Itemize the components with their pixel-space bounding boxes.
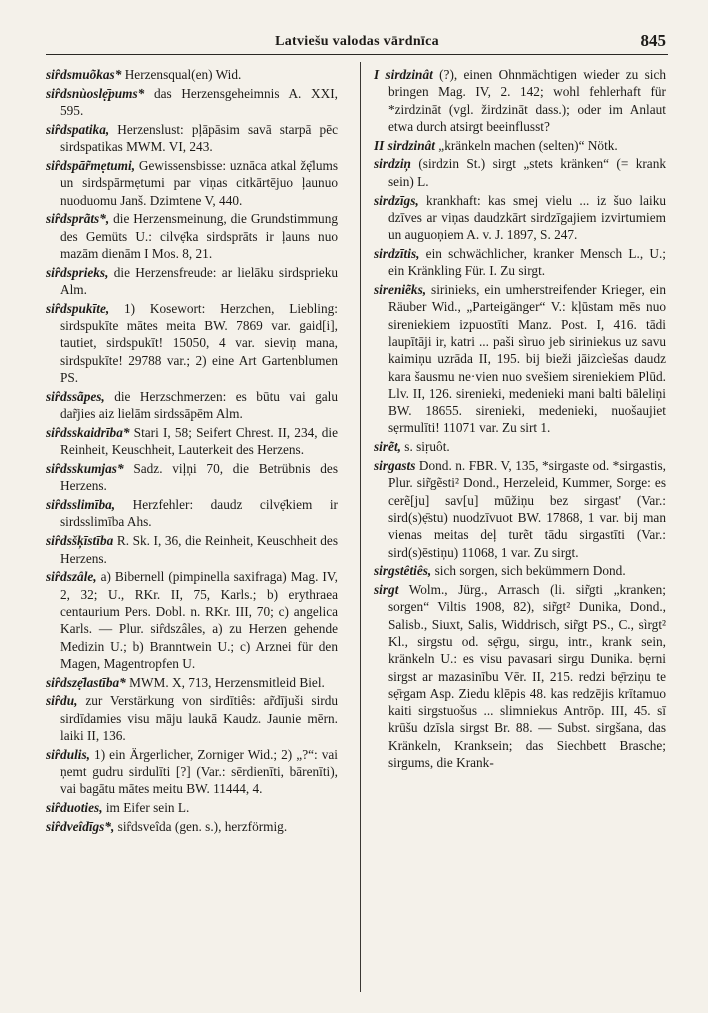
entry-text: zur Verstärkung von sirdītiês: ar̃dījuši sirdu sirdīdamies visu māju laukā Kaudz. Jaunie mērn. laiki II, 136. [60,693,338,743]
headword: sir̂du, [46,693,78,709]
dictionary-entry [46,496,338,531]
headword: sir̂dsskaidrība* [46,424,130,440]
entry-text: ein schwächlicher, kranker Mensch L., U.; ein Kränkling Für. I. Zu sirgt. [388,245,666,279]
headword: sirgt [374,582,399,598]
headword: sir̂dsprieks, [46,264,109,280]
dictionary-entry [374,438,666,455]
dictionary-entry [46,818,338,835]
headword: sirgstêtiês, [374,563,432,579]
entry-text: MWM. X, 713, Herzensmitleid Biel. [125,674,325,690]
headword: sir̂dspukīte, [46,300,110,316]
entry-text: im Eifer sein L. [102,800,190,816]
dictionary-entry [46,460,338,495]
headword: sir̂dsnùoslẹ̄pums* [46,85,145,101]
headword: I sirdzinât [374,67,433,82]
dictionary-entry [374,155,666,190]
entry-text: krankhaft: kas smej vielu ... iz šuo laiku dzīves ar viņas daudzkārt sirdzīgajiem izvirtumiem un auguoņiem A. v. J. 1897, S. 247. [388,192,666,243]
headword: sir̂dsskumjas* [46,461,124,477]
page-number: 845 [640,31,666,50]
dictionary-entry [46,66,338,83]
dictionary-entry [46,388,338,423]
headword: sirdzīgs, [374,192,419,208]
entry-text: die Herzschmerzen: es būtu vai galu dar̃jies aiz lielām sirdssāpēm Alm. [60,388,338,422]
dictionary-entry [374,457,666,561]
entry-text: die Herzensfreude: ar lielāku sirdsprieku Alm. [60,264,338,298]
dictionary-entry [46,121,338,156]
dictionary-entry [46,264,338,299]
right-column [374,66,666,773]
headword: sir̂duoties, [46,800,103,816]
entry-text: (?), einen Ohnmächtigen wieder zu sich bringen Mag. IV, 2. 142; wohl fehlerhaft für *zirdzināt (vgl. žirdzināt dass.); oder im Anlaut etwa durch atsirgt beeinflusst? [388,67,666,134]
headword: sir̂dspatika, [46,121,110,137]
dictionary-entry [46,157,338,209]
entry-text: s. siṛuôt. [400,439,450,455]
headword: sirdziņ [374,156,411,172]
entry-text: a) Bibernell (pimpinella saxifraga) Mag. IV, 2, 32; U., RKr. II, 75, Karls.; b) erythraea centaurium Pers. Dobl. n. RKr. III, 70; c) angelica Karls. — Plur. sir̂dszâles, a) zu Herzen gehende Medizin U.; b) Branntwein U.; c) Arznei für den Magen, Magentropfen U. [60,569,338,671]
entry-text: Herzensqual(en) Wid. [121,67,242,82]
headword: sirẽt, [374,439,401,455]
dictionary-entry [374,192,666,244]
page-header [46,28,668,55]
column-divider [360,62,361,992]
headword: sir̂dszẹ̄lastība* [46,674,126,690]
entry-text: sir̂dsveîda (gen. s.), herzförmig. [114,818,288,834]
headword: sir̂dszâle, [46,569,97,585]
headword: sir̂dssãpes, [46,388,105,404]
entry-text: Stari I, 58; Seifert Chrest. II, 234, die Reinheit, Keuschheit, Lauterkeit des Herzens. [60,424,338,458]
entry-text: Herzenslust: pļāpāsim savā starpā pēc sirdspatikas MWM. VI, 243. [60,121,338,155]
entry-text: das Herzensgeheimnis A. XXI, 595. [60,85,338,119]
dictionary-entry [374,581,666,771]
dictionary-entry [46,568,338,672]
dictionary-entry [374,281,666,437]
entry-text: Sadz. viļņi 70, die Betrübnis des Herzens. [60,461,338,494]
dictionary-entry [46,300,338,386]
dictionary-entry [46,746,338,798]
dictionary-entry [374,137,666,154]
dictionary-entry [46,674,338,691]
running-head: Latviešu valodas vārdnīca [275,34,439,49]
dictionary-entry [374,562,666,579]
entry-text: Dond. n. FBR. V, 135, *sirgaste od. *sirgastis, Plur. sir̃gẽsti² Dond., Herzeleid, Kummer, Sorge: es cerẽ[ju] sav[u] mūžiņu bez sirgast' (Var.: sird(s)ẹ̄stu) nuodzīvuot BW. 17868, 1 var. bij man vienas meitas deļ turẽt tādu sirgastīti (Var.: sird(s)ēstiņu) 11068, 1 var. Zu sirgt. [388,458,666,560]
headword: sirdzītis, [374,245,420,261]
left-column [46,66,338,837]
dictionary-entry [46,210,338,262]
entry-text: sich sorgen, sich bekümmern Dond. [431,563,626,579]
entry-text: 1) ein Ärgerlicher, Zorniger Wid.; 2) „?“: vai ņemt gudru sirdulīti [?] (Var.: sērdienīti, bārenīti), vai bagātu mātes meitu BW. 11444, 4. [60,746,338,797]
headword: sir̂dsšķīstība [46,533,114,549]
entry-text: Gewissensbisse: uznāca atkal žẹ̄lums un sirdspārmẹtumi par viņas citkārtējuo ļaunuo nuoduomu Janš. Dzimtene V, 440. [60,157,338,208]
dictionary-entry [46,799,338,816]
headword: sir̂dulis, [46,746,90,762]
dictionary-entry [46,424,338,459]
dictionary-entry [374,66,666,135]
entry-text: R. Sk. I, 36, die Reinheit, Keuschheit des Herzens. [60,533,338,566]
entry-text: (sirdzin St.) sirgt „stets kränken“ (= krank sein) L. [388,156,666,189]
headword: II sirdzinât [374,137,435,153]
headword: sireniẽks, [374,282,427,298]
entry-text: Wolm., Jürg., Arrasch (li. sir̃gti „kranken; sorgen“ Viltis 1908, 82), sir̃gt² Dunika, Dond., Salisb., Siuxt, Salis, Widdrisch, sir̃gt PS., C., sìrgt² Kl., sirgstu od. sẹ̄rgu, sirgu, intr., krank sein, kränkeln U.: es visu pavasari sirgu Dunika. bẹrni sirgst ar mazasinību Vēr. II, 215. redzi bẹ̄rziņu te sẹ̄rgam Asp. Ziedu klēpis 48. kas redzējis krītamuo kaiti sirgstuošus ... slimniekus Antrōp. III, 45. sī krūšu dzīsla sirgst Br. 88. — Subst. sirgšana, das Kränkeln, Kranksein; das Siechbett Brasche; sirgums, die Krank- [388,582,666,771]
dictionary-entry [46,85,338,120]
entry-text: „kränkeln machen (selten)“ Nötk. [434,137,618,153]
entry-text: 1) Kosewort: Herzchen, Liebling: sirdspukīte mātes meita BW. 7869 var. gaid[i], tautiet, sirdspukīt! 15050, 4 var. sieviņ mana, sirdspukīte! 29788 var.; 2) eine Art Gartenblumen PS. [60,300,338,386]
entry-text: die Herzensmeinung, die Grundstimmung des Gemüts U.: cilvẹ̄ka sirdsprāts ir ļauns nuo mazām dienām I Mos. 8, 21. [60,211,338,261]
headword: sirgasts [374,458,416,474]
headword: sir̂dspār̃mẹtumi, [46,157,136,173]
dictionary-entry [374,245,666,280]
dictionary-entry [46,532,338,567]
entry-text: sirinieks, ein umherstreifender Krieger, ein Räuber Wid., „Parteigänger“ V.: kļūstam mēs nuo sireniekiem izpuostīti Manz. Post. I, 416. tādi laupītāji ir, katri ... paši sìruo jeb siriniekus uz savu kaimiņu uzrāda II, 195. bij bieži jāizcìešas daudz kara šausmu ne·vien nuo svešiem sireniekiem Plūd. Llv. II, 126. sirenieki, medenieki mani balti bāleliņi BW. 18655. sirenieki, medenieki, nuošaujiet sẹrmulīti! 11071 var. Zu sirt 1. [388,282,666,436]
entry-text: Herzfehler: daudz cilvẹ̄kiem ir sirdsslimība Ahs. [60,497,338,530]
headword: sir̂dsprãts*, [46,211,110,227]
headword: sir̂dsslimība, [46,497,116,513]
dictionary-entry [46,692,338,744]
headword: sir̂dveîdīgs*, [46,818,115,834]
headword: sir̂dsmuõkas* [46,67,122,82]
